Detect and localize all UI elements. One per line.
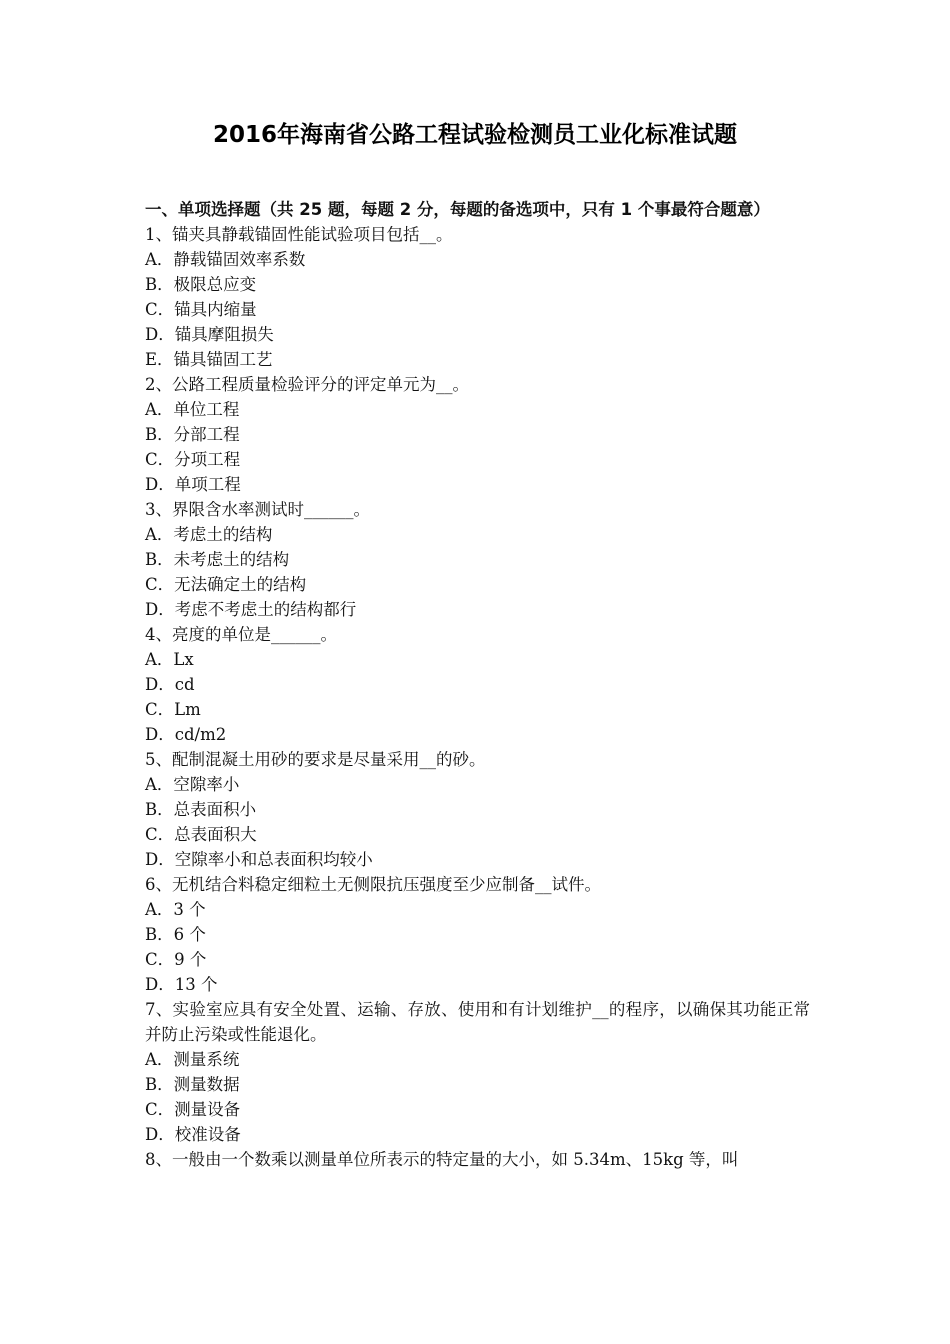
option-a: A．单位工程 bbox=[145, 400, 240, 419]
question-4 bbox=[145, 622, 810, 747]
option-c: C．分项工程 bbox=[145, 450, 241, 469]
question-2 bbox=[145, 372, 810, 497]
option-c: C．总表面积大 bbox=[145, 825, 257, 844]
question-1 bbox=[145, 222, 810, 372]
option-a: A．测量系统 bbox=[145, 1050, 240, 1069]
option-a: A．Lx bbox=[145, 650, 194, 669]
option-d: D．校准设备 bbox=[145, 1125, 241, 1144]
question-stem: 6、无机结合料稳定细粒土无侧限抗压强度至少应制备__试件。 bbox=[145, 875, 601, 894]
question-stem: 8、一般由一个数乘以测量单位所表示的特定量的大小，如 5.34m、15kg 等，叫 bbox=[145, 1150, 739, 1169]
option-b: B．极限总应变 bbox=[145, 275, 257, 294]
option-a: A．考虑土的结构 bbox=[145, 525, 273, 544]
option-d: D．锚具摩阻损失 bbox=[145, 325, 274, 344]
option-b: B．未考虑土的结构 bbox=[145, 550, 290, 569]
option-c: C．9 个 bbox=[145, 950, 207, 969]
option-a: A．静载锚固效率系数 bbox=[145, 250, 306, 269]
option-c: C．锚具内缩量 bbox=[145, 300, 257, 319]
option-b: B．6 个 bbox=[145, 925, 206, 944]
question-stem: 1、锚夹具静载锚固性能试验项目包括__。 bbox=[145, 225, 453, 244]
option-b: B．总表面积小 bbox=[145, 800, 257, 819]
option-b: D．cd bbox=[145, 675, 195, 694]
page-title: 2016年海南省公路工程试验检测员工业化标准试题 bbox=[212, 122, 737, 148]
option-e: E．锚具锚固工艺 bbox=[145, 350, 273, 369]
option-c: C．测量设备 bbox=[145, 1100, 241, 1119]
question-stem: 2、公路工程质量检验评分的评定单元为__。 bbox=[145, 375, 469, 394]
option-b: B．分部工程 bbox=[145, 425, 240, 444]
question-stem: 7、实验室应具有安全处置、运输、存放、使用和有计划维护__的程序，以确保其功能正常并防止污染或性能退化。 bbox=[145, 1000, 810, 1044]
question-3 bbox=[145, 497, 810, 622]
option-a: A．3 个 bbox=[145, 900, 206, 919]
option-d: D．空隙率小和总表面积均较小 bbox=[145, 850, 373, 869]
option-d: D．cd/m2 bbox=[145, 725, 227, 744]
question-6 bbox=[145, 872, 810, 997]
option-c: C．Lm bbox=[145, 700, 201, 719]
question-stem: 4、亮度的单位是______。 bbox=[145, 625, 337, 644]
question-stem: 3、界限含水率测试时______。 bbox=[145, 500, 370, 519]
question-stem: 5、配制混凝土用砂的要求是尽量采用__的砂。 bbox=[145, 750, 486, 769]
document-body bbox=[145, 197, 810, 1172]
option-b: B．测量数据 bbox=[145, 1075, 240, 1094]
question-8 bbox=[145, 1147, 810, 1172]
option-d: D．单项工程 bbox=[145, 475, 241, 494]
option-d: D．13 个 bbox=[145, 975, 218, 994]
section-heading: 一、单项选择题（共 25 题，每题 2 分，每题的备选项中，只有 1 个事最符合题意） bbox=[145, 200, 770, 219]
option-d: D．考虑不考虑土的结构都行 bbox=[145, 600, 357, 619]
option-c: C．无法确定土的结构 bbox=[145, 575, 307, 594]
question-7 bbox=[145, 997, 810, 1147]
option-a: A．空隙率小 bbox=[145, 775, 240, 794]
question-5 bbox=[145, 747, 810, 872]
